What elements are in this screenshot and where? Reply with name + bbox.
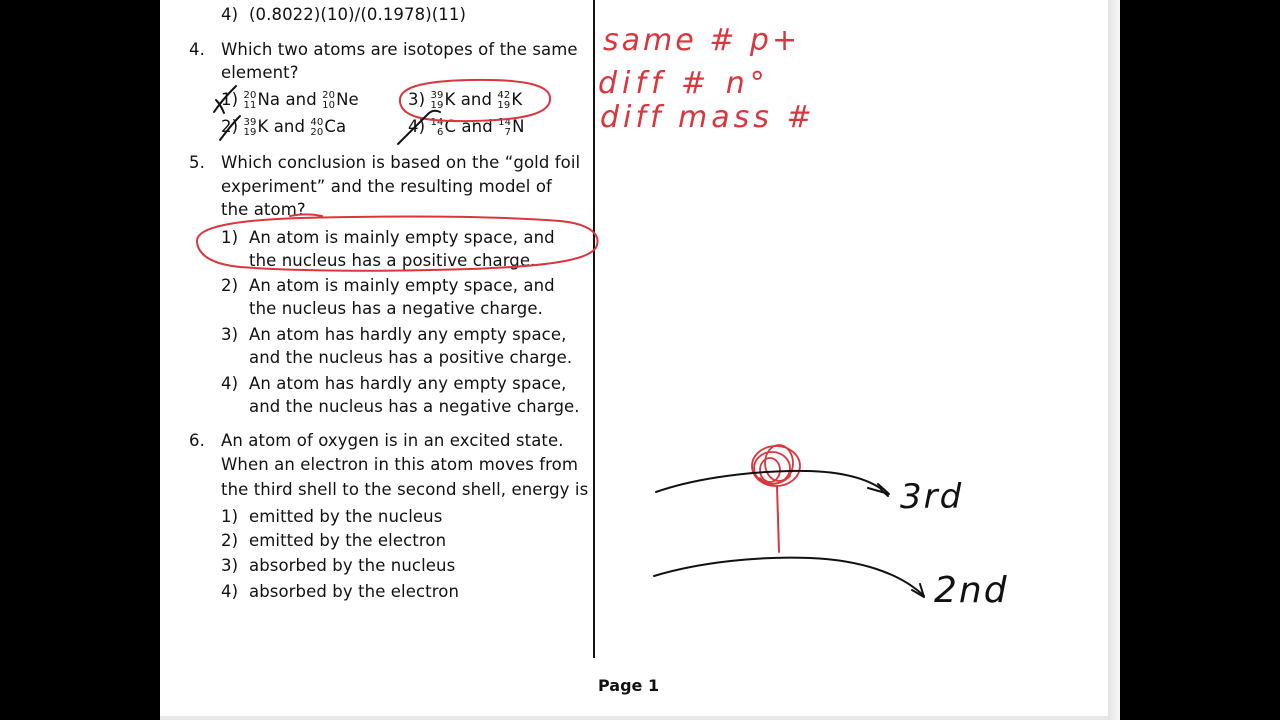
q5-option-2-line-2[interactable]: the nucleus has a negative charge. <box>249 299 543 318</box>
q4-option-1-a-scripts: 20 11 <box>243 89 257 111</box>
q5-option-3-line-2[interactable]: and the nucleus has a positive charge. <box>249 348 573 367</box>
transition-line <box>777 486 779 552</box>
q4-option-1-and: and <box>285 90 317 109</box>
q5-option-2-number[interactable]: 2) <box>221 276 239 295</box>
q5-underline-mark <box>290 215 322 217</box>
q6-option-3-text[interactable]: absorbed by the nucleus <box>249 556 456 575</box>
q5-stem-line-1: Which conclusion is based on the “gold foil <box>221 153 581 172</box>
q4-option-3-and: and <box>460 90 493 109</box>
q4-option-4-a-scripts: 14 6 <box>430 116 444 138</box>
q6-option-3-number[interactable]: 3) <box>221 556 239 575</box>
q4-option-3-number: 3) <box>408 90 426 109</box>
q4-option-2-number: 2) <box>221 117 239 136</box>
q6-option-4-number[interactable]: 4) <box>221 582 239 601</box>
q4-option-3-a-symbol: K <box>444 90 456 109</box>
q6-stem-line-2: When an electron in this atom moves from <box>221 455 579 474</box>
q4-option-1-number: 1) <box>221 90 239 109</box>
note-same-protons: same # p+ <box>603 23 801 58</box>
q6-option-1-number[interactable]: 1) <box>221 507 239 526</box>
q5-option-1-number[interactable]: 1) <box>221 228 239 247</box>
q5-number: 5. <box>189 153 205 172</box>
q4-answer-circle <box>400 80 550 121</box>
q4-number: 4. <box>189 40 205 59</box>
q4-option-4-and: and <box>461 117 493 136</box>
q5-option-2-line-1[interactable]: An atom is mainly empty space, and <box>249 276 555 295</box>
q4-option-4-number: 4) <box>408 117 426 136</box>
q4-option-2-a-scripts: 39 19 <box>243 116 257 138</box>
q5-option-1-line-2[interactable]: the nucleus has a positive charge. <box>249 251 536 270</box>
q4-option-3-a-scripts: 39 19 <box>430 89 444 111</box>
q4-option-2-b-symbol: Ca <box>324 117 347 136</box>
q4-option-2-b-scripts: 40 20 <box>310 116 324 138</box>
q4-option-1-a-symbol: Na <box>257 90 281 109</box>
q6-stem-line-3: the third shell to the second shell, energy is <box>221 480 589 499</box>
note-diff-mass-number: diff mass # <box>600 100 816 135</box>
q6-option-2-text[interactable]: emitted by the electron <box>249 531 447 550</box>
q6-option-4-text[interactable]: absorbed by the electron <box>249 582 460 601</box>
q4-option-1-b-scripts: 20 10 <box>322 89 336 111</box>
shell-3-label: 3rd <box>900 477 964 517</box>
q6-option-1-text[interactable]: emitted by the nucleus <box>249 507 443 526</box>
q5-stem-line-3: the atom? <box>221 200 306 219</box>
q5-option-3-number[interactable]: 3) <box>221 325 239 344</box>
q5-answer-circle <box>197 216 598 270</box>
q6-option-2-number[interactable]: 2) <box>221 531 239 550</box>
q6-stem-line-1: An atom of oxygen is in an excited state. <box>221 431 564 450</box>
q4-option-4-b-scripts: 14 7 <box>498 116 512 138</box>
shell-2-label: 2nd <box>934 570 1009 611</box>
q4-stem-line-2: element? <box>221 63 299 82</box>
q5-option-3-line-1[interactable]: An atom has hardly any empty space, <box>249 325 567 344</box>
q4-option-2-and: and <box>273 117 306 136</box>
shell-3-arrow <box>868 484 889 494</box>
q5-option-4-number[interactable]: 4) <box>221 374 239 393</box>
electron-scribble <box>752 445 800 486</box>
q3-option-4-text: (0.8022)(10)/(0.1978)(11) <box>249 5 467 24</box>
q4-option-1-strike <box>214 86 239 112</box>
q4-option-2-strike <box>220 116 240 140</box>
q5-stem-line-2: experiment” and the resulting model of <box>221 177 552 196</box>
q4-option-4-strike <box>398 111 440 144</box>
q4-stem-line-1: Which two atoms are isotopes of the same <box>221 40 578 59</box>
q3-option-4-number: 4) <box>221 5 239 24</box>
q5-option-1-line-1[interactable]: An atom is mainly empty space, and <box>249 228 555 247</box>
q4-option-1-b-symbol: Ne <box>336 90 359 109</box>
q6-number: 6. <box>189 431 205 450</box>
q5-option-4-line-1[interactable]: An atom has hardly any empty space, <box>249 374 567 393</box>
q5-option-4-line-2[interactable]: and the nucleus has a negative charge. <box>249 397 580 416</box>
q4-option-2-a-symbol: K <box>257 117 269 136</box>
note-diff-neutrons: diff # n° <box>598 66 770 101</box>
page-number-footer: Page 1 <box>598 676 660 695</box>
q4-option-3-b-scripts: 42 19 <box>497 89 511 111</box>
q4-option-4-a-symbol: C <box>444 117 457 136</box>
q4-option-4-b-symbol: N <box>512 117 525 136</box>
shell-2-curve <box>654 558 924 596</box>
q4-option-3-b-symbol: K <box>511 90 523 109</box>
